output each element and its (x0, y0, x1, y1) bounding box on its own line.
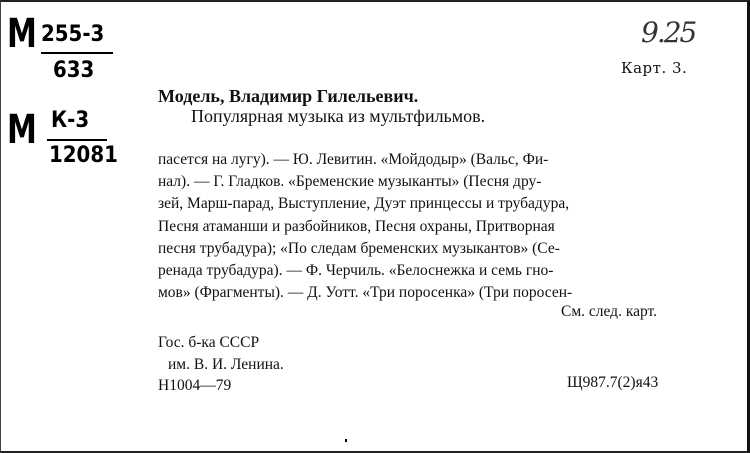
handwritten-letter-m-bottom: М (7, 107, 37, 153)
handwritten-divider-bottom (47, 139, 107, 141)
contents-note (158, 149, 688, 304)
author-heading: Модель, Владимир Гилельевич. (158, 86, 419, 106)
handwritten-letter-m-top: М (7, 11, 37, 57)
work-title: Популярная музыка из мультфильмов. (191, 106, 486, 126)
library-name-line2: им. В. И. Ленина. (168, 355, 284, 373)
card-order-number: Н1004—79 (158, 377, 232, 394)
contents-line: песня трубадура); «По следам бременских музыкантов» (Се- (158, 239, 560, 257)
contents-line: Песня атаманши и разбойников, Песня охраны, Притворная (158, 217, 555, 235)
card-number: Карт. 3. (621, 59, 688, 77)
handwritten-shelf-number-bottom: 12081 (49, 143, 118, 168)
contents-line: нал). — Г. Гладков. «Бременские музыканты» (Песня дру- (158, 173, 542, 191)
contents-line: мов» (Фрагменты). — Д. Уотт. «Три поросенка» (Три поросен- (158, 284, 573, 302)
handwritten-shelf-mark-top: 255-3 (41, 22, 105, 47)
punch-dot (345, 439, 347, 442)
handwritten-shelf-mark-bottom: К-3 (51, 108, 90, 133)
contents-line: пасется на лугу). — Ю. Левитин. «Мойдодыр» (Вальс, Фи- (158, 151, 549, 168)
handwritten-shelf-number-top: 633 (53, 58, 95, 83)
see-next-card: См. след. карт. (561, 303, 658, 320)
handwritten-corner-mark: 9.25 (641, 16, 696, 49)
handwritten-divider-top (41, 52, 113, 54)
library-imprint (158, 332, 284, 397)
contents-line: зей, Марш-парад, Выступление, Дуэт принцессы и трубадура, (158, 195, 570, 213)
contents-line: ренада трубадура). — Ф. Черчиль. «Белоснежка и семь гно- (158, 261, 554, 279)
classification-code: Щ987.7(2)я43 (567, 374, 659, 391)
library-name: Гос. б-ка СССР (158, 334, 260, 351)
